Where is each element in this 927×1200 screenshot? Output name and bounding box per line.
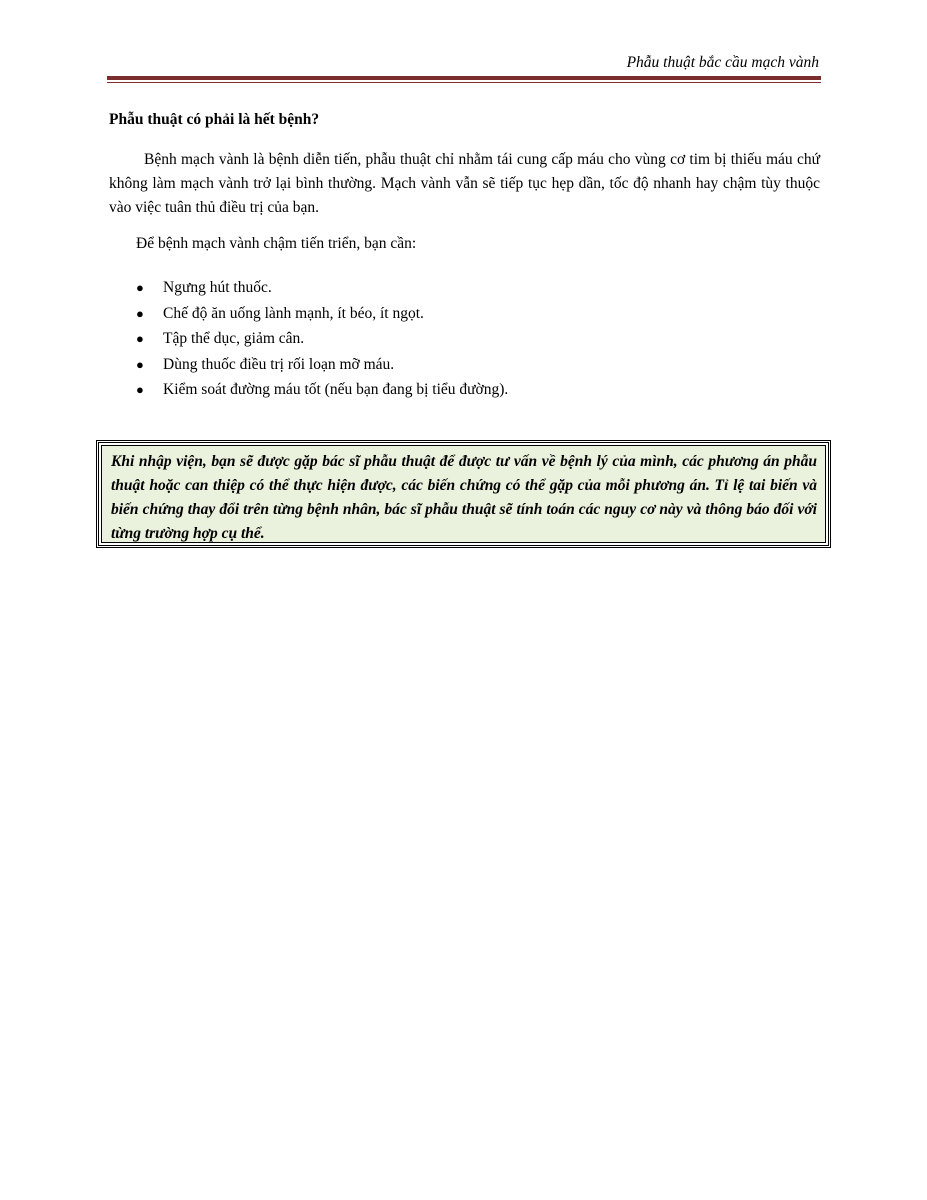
note-box [96,440,831,548]
list-item [136,326,508,352]
note-text: Khi nhập viện, bạn sẽ được gặp bác sĩ phẫu thuật để được tư vấn về bệnh lý của mình, các phương án phẫu thuật hoặc can thiệp có thể thực hiện được, các biến chứng có thể gặp của mỗi phương án. Tỉ lệ tai biến và biến chứng thay đổi trên từng bệnh nhân, bác sĩ phẫu thuật sẽ tính toán các nguy cơ này và thông báo đối với từng trường hợp cụ thể. [111,453,817,542]
list-item [136,301,508,327]
bullet-icon: ● [136,382,144,397]
header-rule [107,76,821,83]
list-item [136,275,508,301]
list-item-text: Tập thể dục, giảm cân. [163,330,305,347]
advice-list [136,275,508,403]
bullet-icon: ● [136,356,144,372]
note-box-inner [101,445,826,543]
running-header-title: Phẫu thuật bắc cầu mạch vành [626,54,819,71]
list-lead-text: Để bệnh mạch vành chậm tiến triển, bạn cần: [136,235,417,252]
list-item [136,352,508,378]
list-item-text: Kiểm soát đường máu tốt (nếu bạn đang bị tiểu đường). [163,381,509,398]
section-heading: Phẫu thuật có phải là hết bệnh? [109,111,320,128]
list-item-text: Chế độ ăn uống lành mạnh, ít béo, ít ngọt. [163,304,424,322]
list-item-text: Ngưng hút thuốc. [163,279,272,296]
bullet-icon: ● [136,305,144,321]
list-item-text: Dùng thuốc điều trị rối loạn mỡ máu. [163,355,395,373]
header-rule-thin-line [107,82,821,83]
intro-paragraph: Bệnh mạch vành là bệnh diễn tiến, phẫu thuật chỉ nhằm tái cung cấp máu cho vùng cơ tim bị thiếu máu chứ không làm mạch vành trở lại bình thường. Mạch vành vẫn sẽ tiếp tục hẹp dần, tốc độ nhanh hay chậm tùy thuộc vào việc tuân thủ điều trị của bạn. [109,151,820,216]
list-item [136,377,508,403]
bullet-icon: ● [136,280,144,295]
bullet-icon: ● [136,331,144,346]
